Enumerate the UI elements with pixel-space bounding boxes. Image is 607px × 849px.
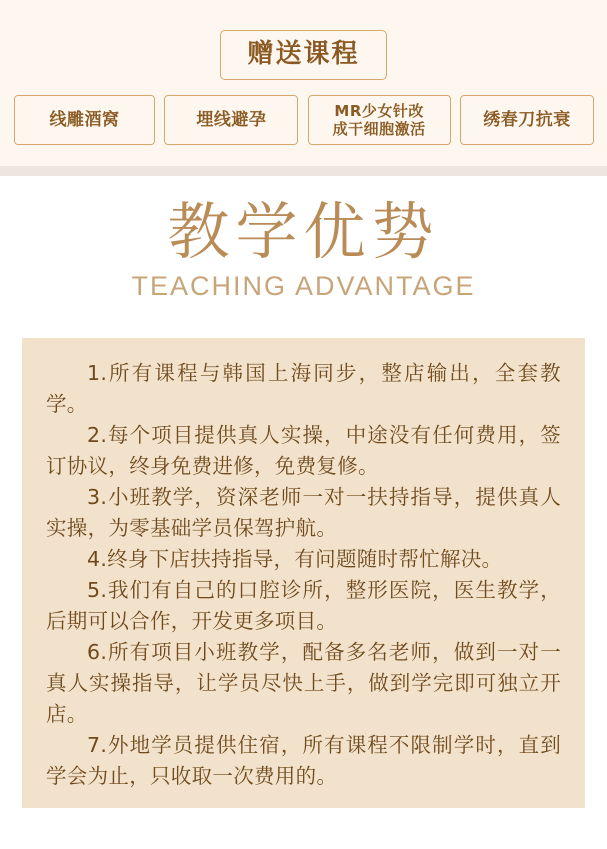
gift-course-item-3-wrapper	[333, 102, 426, 138]
advantage-paragraph-6: 6.所有项目小班教学，配备多名老师，做到一对一真人实操指导，让学员尽快上手，做到学完即可独立开店。	[46, 640, 561, 726]
advantages-panel	[22, 338, 585, 808]
advantage-paragraph-3: 3.小班教学，资深老师一对一扶持指导，提供真人实操，为零基础学员保驾护航。	[46, 485, 561, 540]
advantage-paragraph-2: 2.每个项目提供真人实操，中途没有任何费用，签订协议，终身免费进修，免费复修。	[46, 423, 561, 478]
gift-course-item-2-label: 埋线避孕	[196, 110, 267, 130]
gift-course-item-3-line1: MR少女针改	[334, 102, 424, 120]
gift-course-item-4	[460, 95, 594, 145]
gift-course-list	[14, 95, 594, 145]
gift-course-title: 赠送课程	[220, 30, 386, 80]
gift-course-item-4-label: 绣春刀抗衰	[483, 110, 571, 130]
heading-chinese: 教学优势	[167, 195, 440, 268]
gift-course-item-3-line2: 成干细胞激活	[332, 120, 426, 138]
heading-english: TEACHING ADVANTAGE	[131, 271, 476, 301]
gift-course-item-1-label: 线雕酒窝	[49, 110, 120, 130]
advantage-paragraph-5: 5.我们有自己的口腔诊所，整形医院，医生教学，后期可以合作，开发更多项目。	[46, 578, 561, 633]
gift-course-item-1	[14, 95, 155, 145]
teaching-advantage-heading	[0, 176, 607, 320]
bottom-whitespace	[0, 808, 607, 849]
section-divider	[0, 166, 607, 176]
gift-course-section	[0, 0, 607, 166]
gift-title-wrapper	[0, 30, 607, 80]
advantage-paragraph-7: 7.外地学员提供住宿，所有课程不限制学时，直到学会为止，只收取一次费用的。	[46, 733, 561, 788]
advantage-paragraph-4: 4.终身下店扶持指导，有问题随时帮忙解决。	[87, 547, 503, 571]
gift-course-item-2	[164, 95, 298, 145]
advantage-paragraph-1: 1.所有课程与韩国上海同步，整店输出，全套教学。	[46, 361, 561, 416]
gift-course-item-3	[308, 95, 451, 145]
